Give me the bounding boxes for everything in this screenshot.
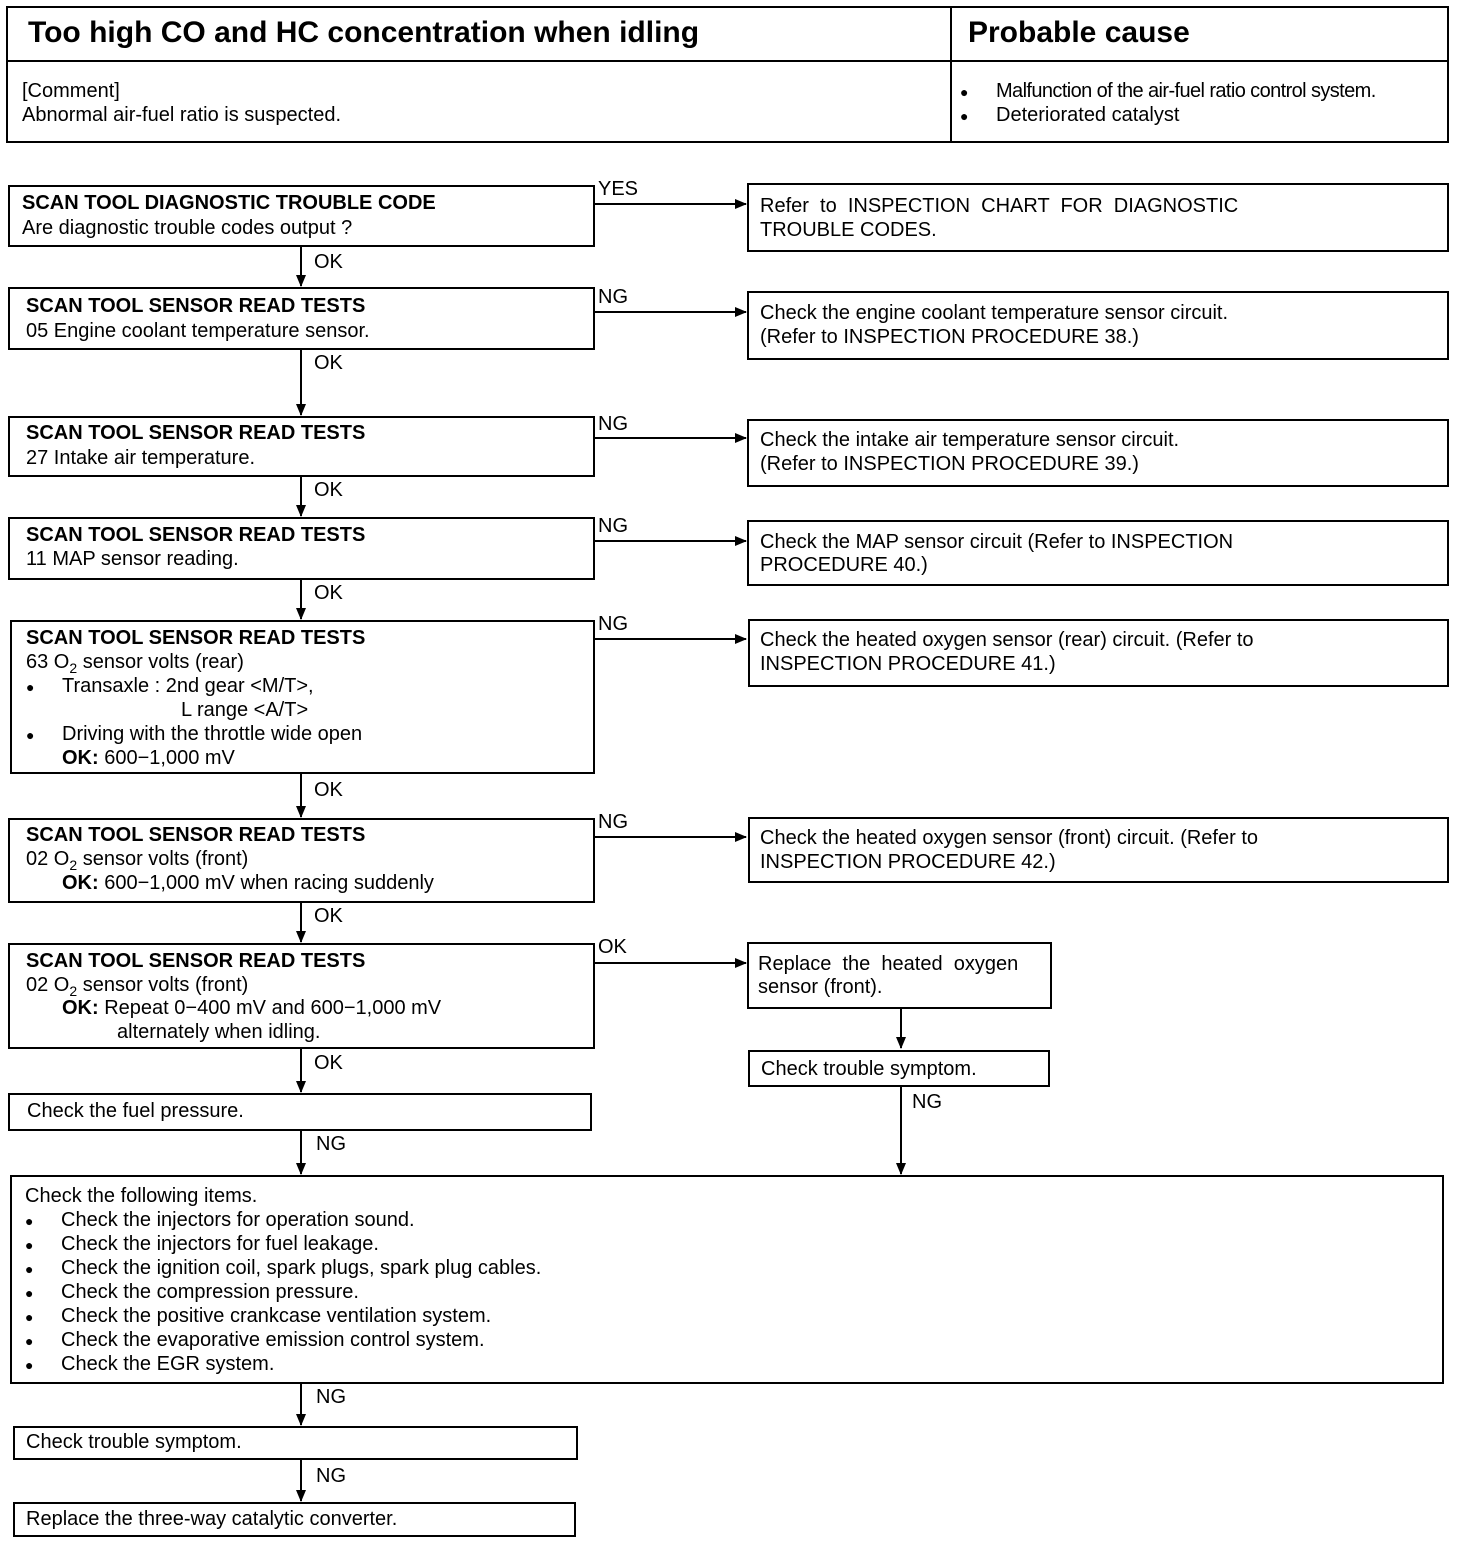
flow-label-ok: OK <box>314 1052 343 1074</box>
result-text: INSPECTION PROCEDURE 42.) <box>760 851 1056 873</box>
comment-label: [Comment] <box>22 80 120 102</box>
flow-label-ng: NG <box>598 811 628 833</box>
step-ok-criteria: OK: 600−1,000 mV when racing suddenly <box>62 872 434 894</box>
flow-label-ng: NG <box>316 1465 346 1487</box>
result-text: Refer to INSPECTION CHART FOR DIAGNOSTIC <box>760 195 1239 217</box>
result-text: Check the intake air temperature sensor circuit. <box>760 429 1180 451</box>
check-item: ● Check the injectors for fuel leakage. <box>61 1232 379 1256</box>
step-text: Are diagnostic trouble codes output ? <box>22 217 353 239</box>
result-text: TROUBLE CODES. <box>760 219 937 241</box>
result-text: Check trouble symptom. <box>761 1058 977 1080</box>
step-text: 11 MAP sensor reading. <box>26 548 239 570</box>
step-text: Check trouble symptom. <box>26 1431 242 1453</box>
flow-label-ng: NG <box>598 286 628 308</box>
flow-label-ok: OK <box>314 352 343 374</box>
result-text: Check the heated oxygen sensor (rear) circuit. (Refer to <box>760 629 1254 651</box>
flow-label-ng: NG <box>598 515 628 537</box>
check-item: ● Check the evaporative emission control system. <box>61 1328 485 1352</box>
comment-text: Abnormal air-fuel ratio is suspected. <box>22 104 342 126</box>
flow-label-ok: OK <box>314 251 343 273</box>
check-item: ● Check the ignition coil, spark plugs, spark plug cables. <box>61 1256 541 1280</box>
flow-label-ok: OK <box>314 905 343 927</box>
result-text: Check the heated oxygen sensor (front) circuit. (Refer to <box>760 827 1259 849</box>
result-text: (Refer to INSPECTION PROCEDURE 39.) <box>760 453 1139 475</box>
check-item: ● Check the EGR system. <box>61 1352 274 1376</box>
step-text: 63 $O_2$ sensor volts (rear) <box>26 651 244 676</box>
check-item: ● Check the injectors for operation sound. <box>61 1208 415 1232</box>
cause-item: ● Deteriorated catalyst <box>996 103 1179 127</box>
step-title: SCAN TOOL SENSOR READ TESTS <box>26 950 366 972</box>
step-ok-criteria-cont: alternately when idling. <box>117 1021 321 1043</box>
check-item: ● Check the compression pressure. <box>61 1280 359 1304</box>
flow-label-ok: OK <box>314 479 343 501</box>
step-text: Replace the three-way catalytic converter. <box>26 1508 398 1530</box>
step-bullet-cont: L range <A/T> <box>181 699 309 721</box>
flow-label-yes: YES <box>598 178 639 200</box>
flow-label-ng: NG <box>912 1091 942 1113</box>
step-bullet: ● Transaxle : 2nd gear <M/T>, <box>62 674 314 698</box>
step-title: SCAN TOOL SENSOR READ TESTS <box>26 422 366 444</box>
flow-label-ng: NG <box>598 613 628 635</box>
flow-label-ok: OK <box>314 582 343 604</box>
cause-item: ● Malfunction of the air-fuel ratio control system. <box>996 79 1376 103</box>
flow-label-ok: OK <box>598 936 627 958</box>
step-text: Check the fuel pressure. <box>27 1100 244 1122</box>
flow-label-ng: NG <box>316 1386 346 1408</box>
step-text: 05 Engine coolant temperature sensor. <box>26 320 370 342</box>
result-text: sensor (front). <box>758 976 883 998</box>
flow-label-ng: NG <box>316 1133 346 1155</box>
result-text: Check the engine coolant temperature sensor circuit. <box>760 302 1229 324</box>
step-title: SCAN TOOL SENSOR READ TESTS <box>26 524 366 546</box>
step-text: 02 $O_2$ sensor volts (front) <box>26 848 249 873</box>
page-title: Too high CO and HC concentration when idling <box>28 16 700 49</box>
step-title: SCAN TOOL SENSOR READ TESTS <box>26 295 366 317</box>
step-bullet: ● Driving with the throttle wide open <box>62 722 362 746</box>
result-text: Check the MAP sensor circuit (Refer to INSPECTION <box>760 531 1234 553</box>
flow-label-ng: NG <box>598 413 628 435</box>
result-text: PROCEDURE 40.) <box>760 554 928 576</box>
flow-label-ok: OK <box>314 779 343 801</box>
check-items-intro: Check the following items. <box>25 1185 258 1207</box>
step-ok-criteria: OK: Repeat 0−400 mV and 600−1,000 mV <box>62 997 442 1019</box>
step-title: SCAN TOOL DIAGNOSTIC TROUBLE CODE <box>22 192 436 214</box>
step-title: SCAN TOOL SENSOR READ TESTS <box>26 627 366 649</box>
step-ok-criteria: OK: 600−1,000 mV <box>62 747 235 769</box>
step-title: SCAN TOOL SENSOR READ TESTS <box>26 824 366 846</box>
step-text: 27 Intake air temperature. <box>26 447 256 469</box>
check-item: ● Check the positive crankcase ventilation system. <box>61 1304 491 1328</box>
result-text: INSPECTION PROCEDURE 41.) <box>760 653 1056 675</box>
result-text: Replace the heated oxygen <box>758 953 1019 975</box>
result-text: (Refer to INSPECTION PROCEDURE 38.) <box>760 326 1139 348</box>
probable-cause-title: Probable cause <box>968 16 1190 49</box>
step-text: 02 $O_2$ sensor volts (front) <box>26 974 249 999</box>
